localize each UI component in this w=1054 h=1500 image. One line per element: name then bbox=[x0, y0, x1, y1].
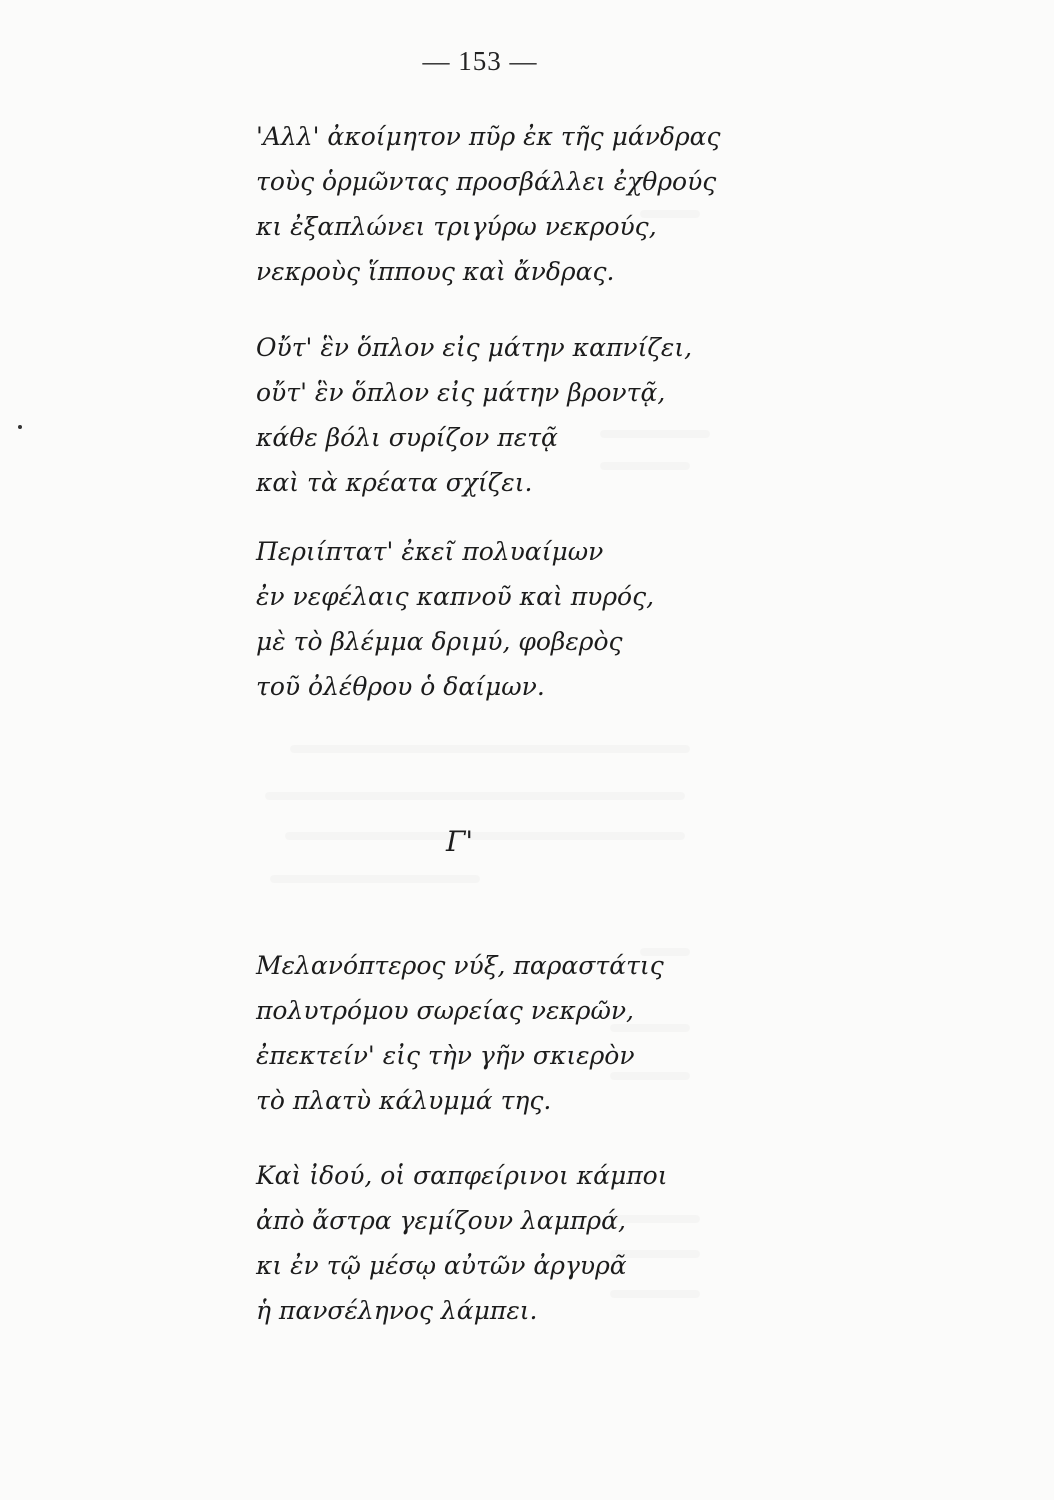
stanza-5 bbox=[256, 1153, 668, 1333]
stanza-line: ἐπεκτείν' εἰς τὴν γῆν σκιερὸν bbox=[256, 1041, 635, 1070]
stanza-line: ἐν νεφέλαις καπνοῦ καὶ πυρός, bbox=[256, 582, 655, 611]
stanza-line: Μελανόπτερος νύξ, παραστάτις bbox=[256, 951, 664, 980]
margin-speck bbox=[18, 425, 22, 429]
stanza-line: ἀπὸ ἄστρα γεμίζουν λαμπρά, bbox=[256, 1206, 626, 1235]
stanza-3 bbox=[256, 529, 654, 709]
stanza-line: ἡ πανσέληνος λάμπει. bbox=[256, 1296, 538, 1325]
section-heading: Γ' bbox=[446, 825, 474, 858]
stanza-4 bbox=[256, 943, 664, 1123]
stanza-2 bbox=[256, 325, 692, 505]
stanza-line: Οὔτ' ἓν ὅπλον εἰς μάτην καπνίζει, bbox=[256, 333, 693, 362]
stanza-1 bbox=[256, 114, 721, 294]
stanza-line: τὸ πλατὺ κάλυμμά της. bbox=[256, 1086, 552, 1115]
stanza-line: Περιίπτατ' ἐκεῖ πολυαίμων bbox=[256, 537, 604, 566]
stanza-line: κι ἐξαπλώνει τριγύρω νεκρούς, bbox=[256, 212, 657, 241]
stanza-line: Καὶ ἰδού, οἱ σαπφείρινοι κάμποι bbox=[256, 1161, 668, 1190]
stanza-line: τοὺς ὁρμῶντας προσβάλλει ἐχθρούς bbox=[256, 167, 717, 196]
stanza-line: νεκροὺς ἵππους καὶ ἄνδρας. bbox=[256, 257, 615, 286]
stanza-line: μὲ τὸ βλέμμα δριμύ, φοβερὸς bbox=[256, 627, 623, 656]
stanza-line: οὔτ' ἓν ὅπλον εἰς μάτην βροντᾷ, bbox=[256, 378, 666, 407]
stanza-line: κάθε βόλι συρίζον πετᾷ bbox=[256, 423, 558, 452]
stanza-line: τοῦ ὀλέθρου ὁ δαίμων. bbox=[256, 672, 545, 701]
stanza-line: καὶ τὰ κρέατα σχίζει. bbox=[256, 468, 533, 497]
page-number: — 153 — bbox=[422, 46, 538, 76]
stanza-line: 'Αλλ' ἀκοίμητον πῦρ ἐκ τῆς μάνδρας bbox=[256, 122, 721, 151]
stanza-line: κι ἐν τῷ μέσῳ αὐτῶν ἀργυρᾶ bbox=[256, 1251, 627, 1280]
stanza-line: πολυτρόμου σωρείας νεκρῶν, bbox=[256, 996, 634, 1025]
